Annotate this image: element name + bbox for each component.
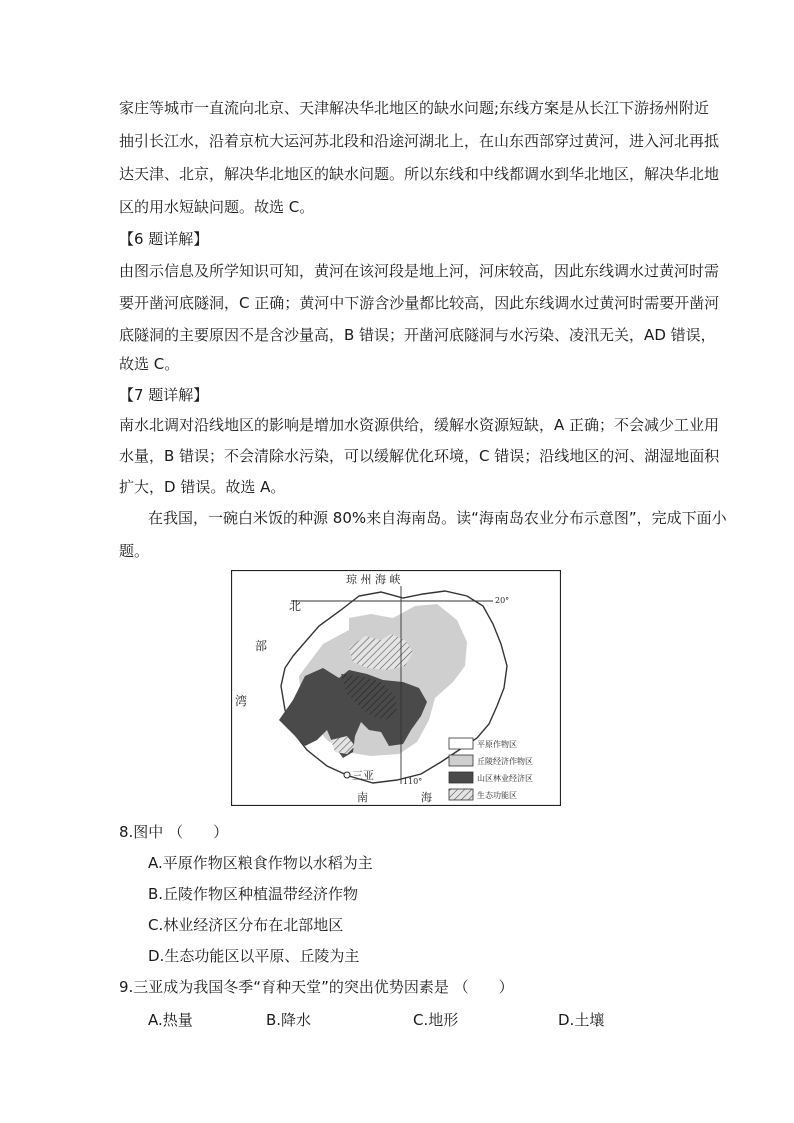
question-8-option-d: D.生态功能区以平原、丘陵为主 — [148, 947, 360, 965]
answer-text-line: 要开凿河底隧洞，C 正确；黄河中下游含沙量都比较高，因此东线调水过黄河时需要开凿河 — [119, 294, 720, 312]
legend-label-hills: 丘陵经济作物区 — [477, 757, 533, 766]
answer-text-line: 家庄等城市一直流向北京、天津解决华北地区的缺水问题;东线方案是从长江下游扬州附近 — [119, 99, 710, 117]
question-intro-line: 题。 — [119, 542, 150, 560]
answer-text-line: 扩大，D 错误。故选 A。 — [119, 478, 286, 496]
answer-text-line: 抽引长江水，沿着京杭大运河苏北段和沿途河湖北上，在山东西部穿过黄河，进入河北再抵 — [119, 132, 720, 150]
question-8-stem: 8.图中 （ ） — [119, 823, 229, 841]
legend-swatch-hills — [449, 755, 473, 766]
answer-text-line: 区的用水短缺问题。故选 C。 — [119, 198, 315, 216]
question-8-option-a: A.平原作物区粮食作物以水稻为主 — [148, 854, 373, 872]
question-intro-line: 在我国，一碗白米饭的种源 80%来自海南岛。读“海南岛农业分布示意图”，完成下面小 — [148, 509, 727, 527]
sanya-marker — [344, 772, 350, 778]
answer-text-line: 水量，B 错误；不会清除水污染，可以缓解优化环境，C 错误；沿线地区的河、湖湿地面积 — [119, 447, 720, 465]
strait-label: 琼 州 海 峡 — [346, 573, 401, 586]
question-8-option-b: B.丘陵作物区种植温带经济作物 — [148, 885, 359, 903]
section-heading-6: 【6 题详解】 — [119, 230, 209, 248]
question-9-stem: 9.三亚成为我国冬季“育种天堂”的突出优势因素是 （ ） — [119, 978, 514, 996]
answer-text-line: 故选 C。 — [119, 355, 180, 373]
legend-swatch-eco — [449, 789, 473, 800]
question-8-option-c: C.林业经济区分布在北部地区 — [148, 916, 344, 934]
legend-swatch-plain — [449, 738, 473, 749]
legend-label-forestry: 山区林业经济区 — [477, 774, 533, 783]
latitude-label: 20° — [495, 596, 510, 605]
answer-text-line: 底隧洞的主要原因不是含沙量高，B 错误；开凿河底隧洞与水污染、凌汛无关，AD 错误， — [119, 326, 716, 344]
sanya-label: 三亚 — [352, 769, 374, 782]
legend-label-eco: 生态功能区 — [477, 791, 517, 800]
hainan-agriculture-map — [231, 570, 561, 806]
question-9-option-d: D.土壤 — [558, 1011, 605, 1029]
legend-label-plain: 平原作物区 — [477, 740, 517, 749]
question-9-option-c: C.地形 — [413, 1011, 459, 1029]
sea-label-2: 海 — [421, 791, 432, 804]
section-heading-7: 【7 题详解】 — [119, 386, 209, 404]
question-9-option-a: A.热量 — [148, 1011, 193, 1029]
longitude-label: 110° — [403, 777, 423, 786]
answer-text-line: 由图示信息及所学知识可知，黄河在该河段是地上河，河床较高，因此东线调水过黄河时需 — [119, 262, 720, 280]
gulf-label-1: 北 — [289, 599, 302, 613]
gulf-label-3: 湾 — [235, 694, 248, 708]
answer-text-line: 达天津、北京，解决华北地区的缺水问题。所以东线和中线都调水到华北地区，解决华北地 — [119, 165, 720, 183]
sea-label-1: 南 — [357, 791, 368, 804]
answer-text-line: 南水北调对沿线地区的影响是增加水资源供给，缓解水资源短缺，A 正确；不会减少工业用 — [119, 416, 720, 434]
legend-swatch-forestry — [449, 772, 473, 783]
gulf-label-2: 部 — [255, 639, 268, 653]
question-9-option-b: B.降水 — [266, 1011, 312, 1029]
